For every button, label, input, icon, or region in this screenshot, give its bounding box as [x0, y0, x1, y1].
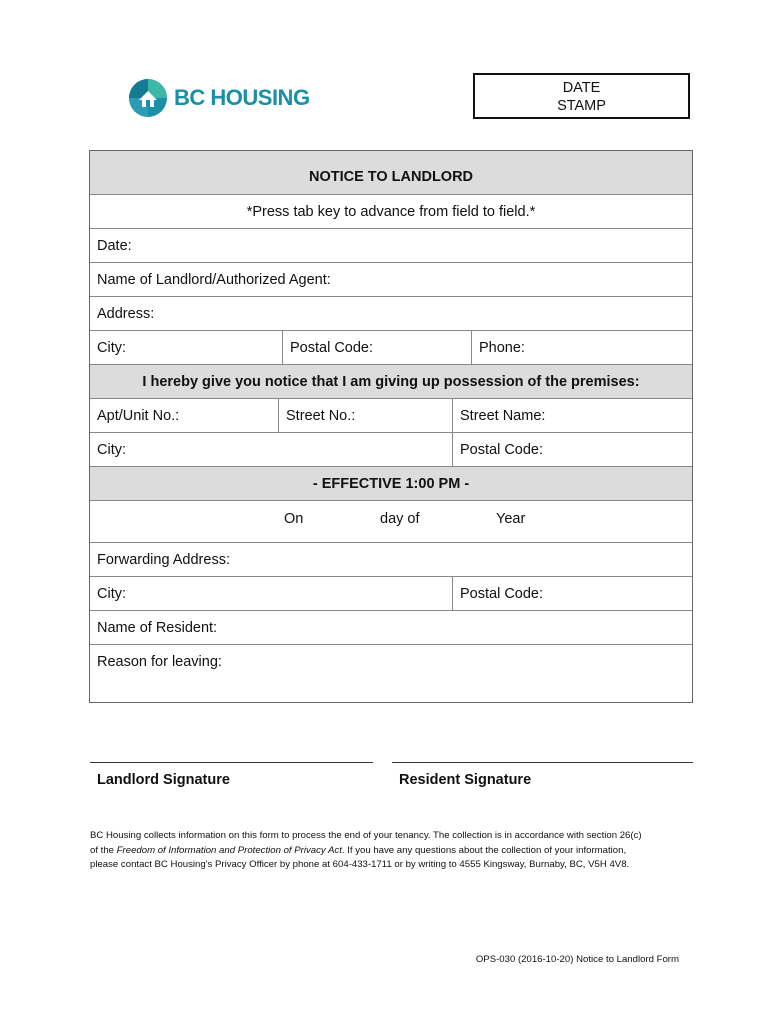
resident-signature-label: Resident Signature — [399, 772, 532, 788]
resident-name-field[interactable] — [90, 610, 692, 644]
instruction-text: *Press tab key to advance from field to field.* — [246, 203, 536, 220]
privacy-line-2-suffix: . If you have any questions about the collection of your information, — [341, 844, 627, 856]
forwarding-address-field[interactable] — [90, 542, 692, 576]
landlord-signature-line[interactable] — [90, 762, 373, 763]
year-label: Year — [496, 511, 526, 527]
street-no-field[interactable] — [278, 399, 452, 432]
city-label: City: — [97, 339, 126, 356]
street-no-label: Street No.: — [286, 407, 356, 424]
address-label: Address: — [97, 305, 155, 322]
forwarding-postal-label: Postal Code: — [460, 585, 544, 602]
notice-form — [89, 150, 693, 703]
logo-text: BC HOUSING — [174, 85, 310, 110]
city-postal-phone-row — [90, 330, 692, 364]
premises-city-field[interactable] — [90, 433, 452, 466]
apt-unit-label: Apt/Unit No.: — [97, 407, 180, 424]
phone-field[interactable] — [471, 331, 692, 364]
on-label: On — [284, 511, 304, 527]
privacy-act-name: Freedom of Information and Protection of Privacy Act — [116, 844, 342, 856]
forwarding-city-label: City: — [97, 585, 126, 602]
privacy-notice — [90, 829, 690, 873]
phone-label: Phone: — [479, 339, 525, 356]
reason-label: Reason for leaving: — [97, 654, 222, 670]
city-field[interactable] — [90, 331, 282, 364]
date-stamp-line1: DATE — [562, 80, 601, 96]
day-of-label: day of — [380, 511, 420, 527]
form-id-footer: OPS-030 (2016-10-20) Notice to Landlord Form — [475, 954, 679, 965]
forwarding-city-row — [90, 576, 692, 610]
instruction-row — [90, 194, 692, 228]
effective-label: - EFFECTIVE 1:00 PM - — [312, 475, 470, 492]
premises-postal-label: Postal Code: — [460, 441, 544, 458]
street-name-label: Street Name: — [460, 407, 546, 424]
date-stamp-line2: STAMP — [557, 98, 606, 114]
landlord-signature-label: Landlord Signature — [97, 772, 230, 788]
resident-signature-line[interactable] — [392, 762, 693, 763]
premises-city-row — [90, 432, 692, 466]
premises-city-label: City: — [97, 441, 126, 458]
privacy-line-3: please contact BC Housing's Privacy Officer by phone at 604-433-1711 or by writing to 4555 Kingsway, Burnaby, BC, V5H 4V8. — [90, 859, 630, 870]
premises-address-row — [90, 398, 692, 432]
privacy-line-2-prefix: of the — [90, 844, 117, 856]
effective-date-row — [90, 500, 692, 542]
street-name-field[interactable] — [452, 399, 692, 432]
reason-field[interactable] — [90, 644, 692, 702]
postal-code-field[interactable] — [282, 331, 471, 364]
premises-postal-field[interactable] — [452, 433, 692, 466]
landlord-name-field[interactable] — [90, 262, 692, 296]
apt-unit-field[interactable] — [90, 399, 278, 432]
date-label: Date: — [97, 237, 132, 254]
form-title-row — [90, 151, 692, 194]
day-field[interactable] — [315, 501, 381, 543]
landlord-name-label: Name of Landlord/Authorized Agent: — [97, 271, 331, 288]
date-field[interactable] — [90, 228, 692, 262]
forwarding-address-label: Forwarding Address: — [97, 551, 230, 568]
house-circle-icon — [128, 78, 168, 118]
notice-statement: I hereby give you notice that I am giving up possession of the premises: — [142, 373, 640, 390]
privacy-line-2 — [90, 844, 690, 859]
postal-code-label: Postal Code: — [290, 339, 374, 356]
forwarding-city-field[interactable] — [90, 577, 452, 610]
month-field[interactable] — [433, 501, 493, 543]
year-field[interactable] — [536, 501, 626, 543]
forwarding-postal-field[interactable] — [452, 577, 692, 610]
resident-name-label: Name of Resident: — [97, 619, 218, 636]
bc-housing-logo — [128, 77, 310, 119]
effective-row — [90, 466, 692, 500]
privacy-line-1: BC Housing collects information on this form to process the end of your tenancy. The collection is in accordance with section 26(c) — [90, 830, 642, 841]
address-field[interactable] — [90, 296, 692, 330]
date-stamp-box — [473, 73, 690, 119]
form-title: NOTICE TO LANDLORD — [308, 168, 474, 185]
notice-statement-row — [90, 364, 692, 398]
